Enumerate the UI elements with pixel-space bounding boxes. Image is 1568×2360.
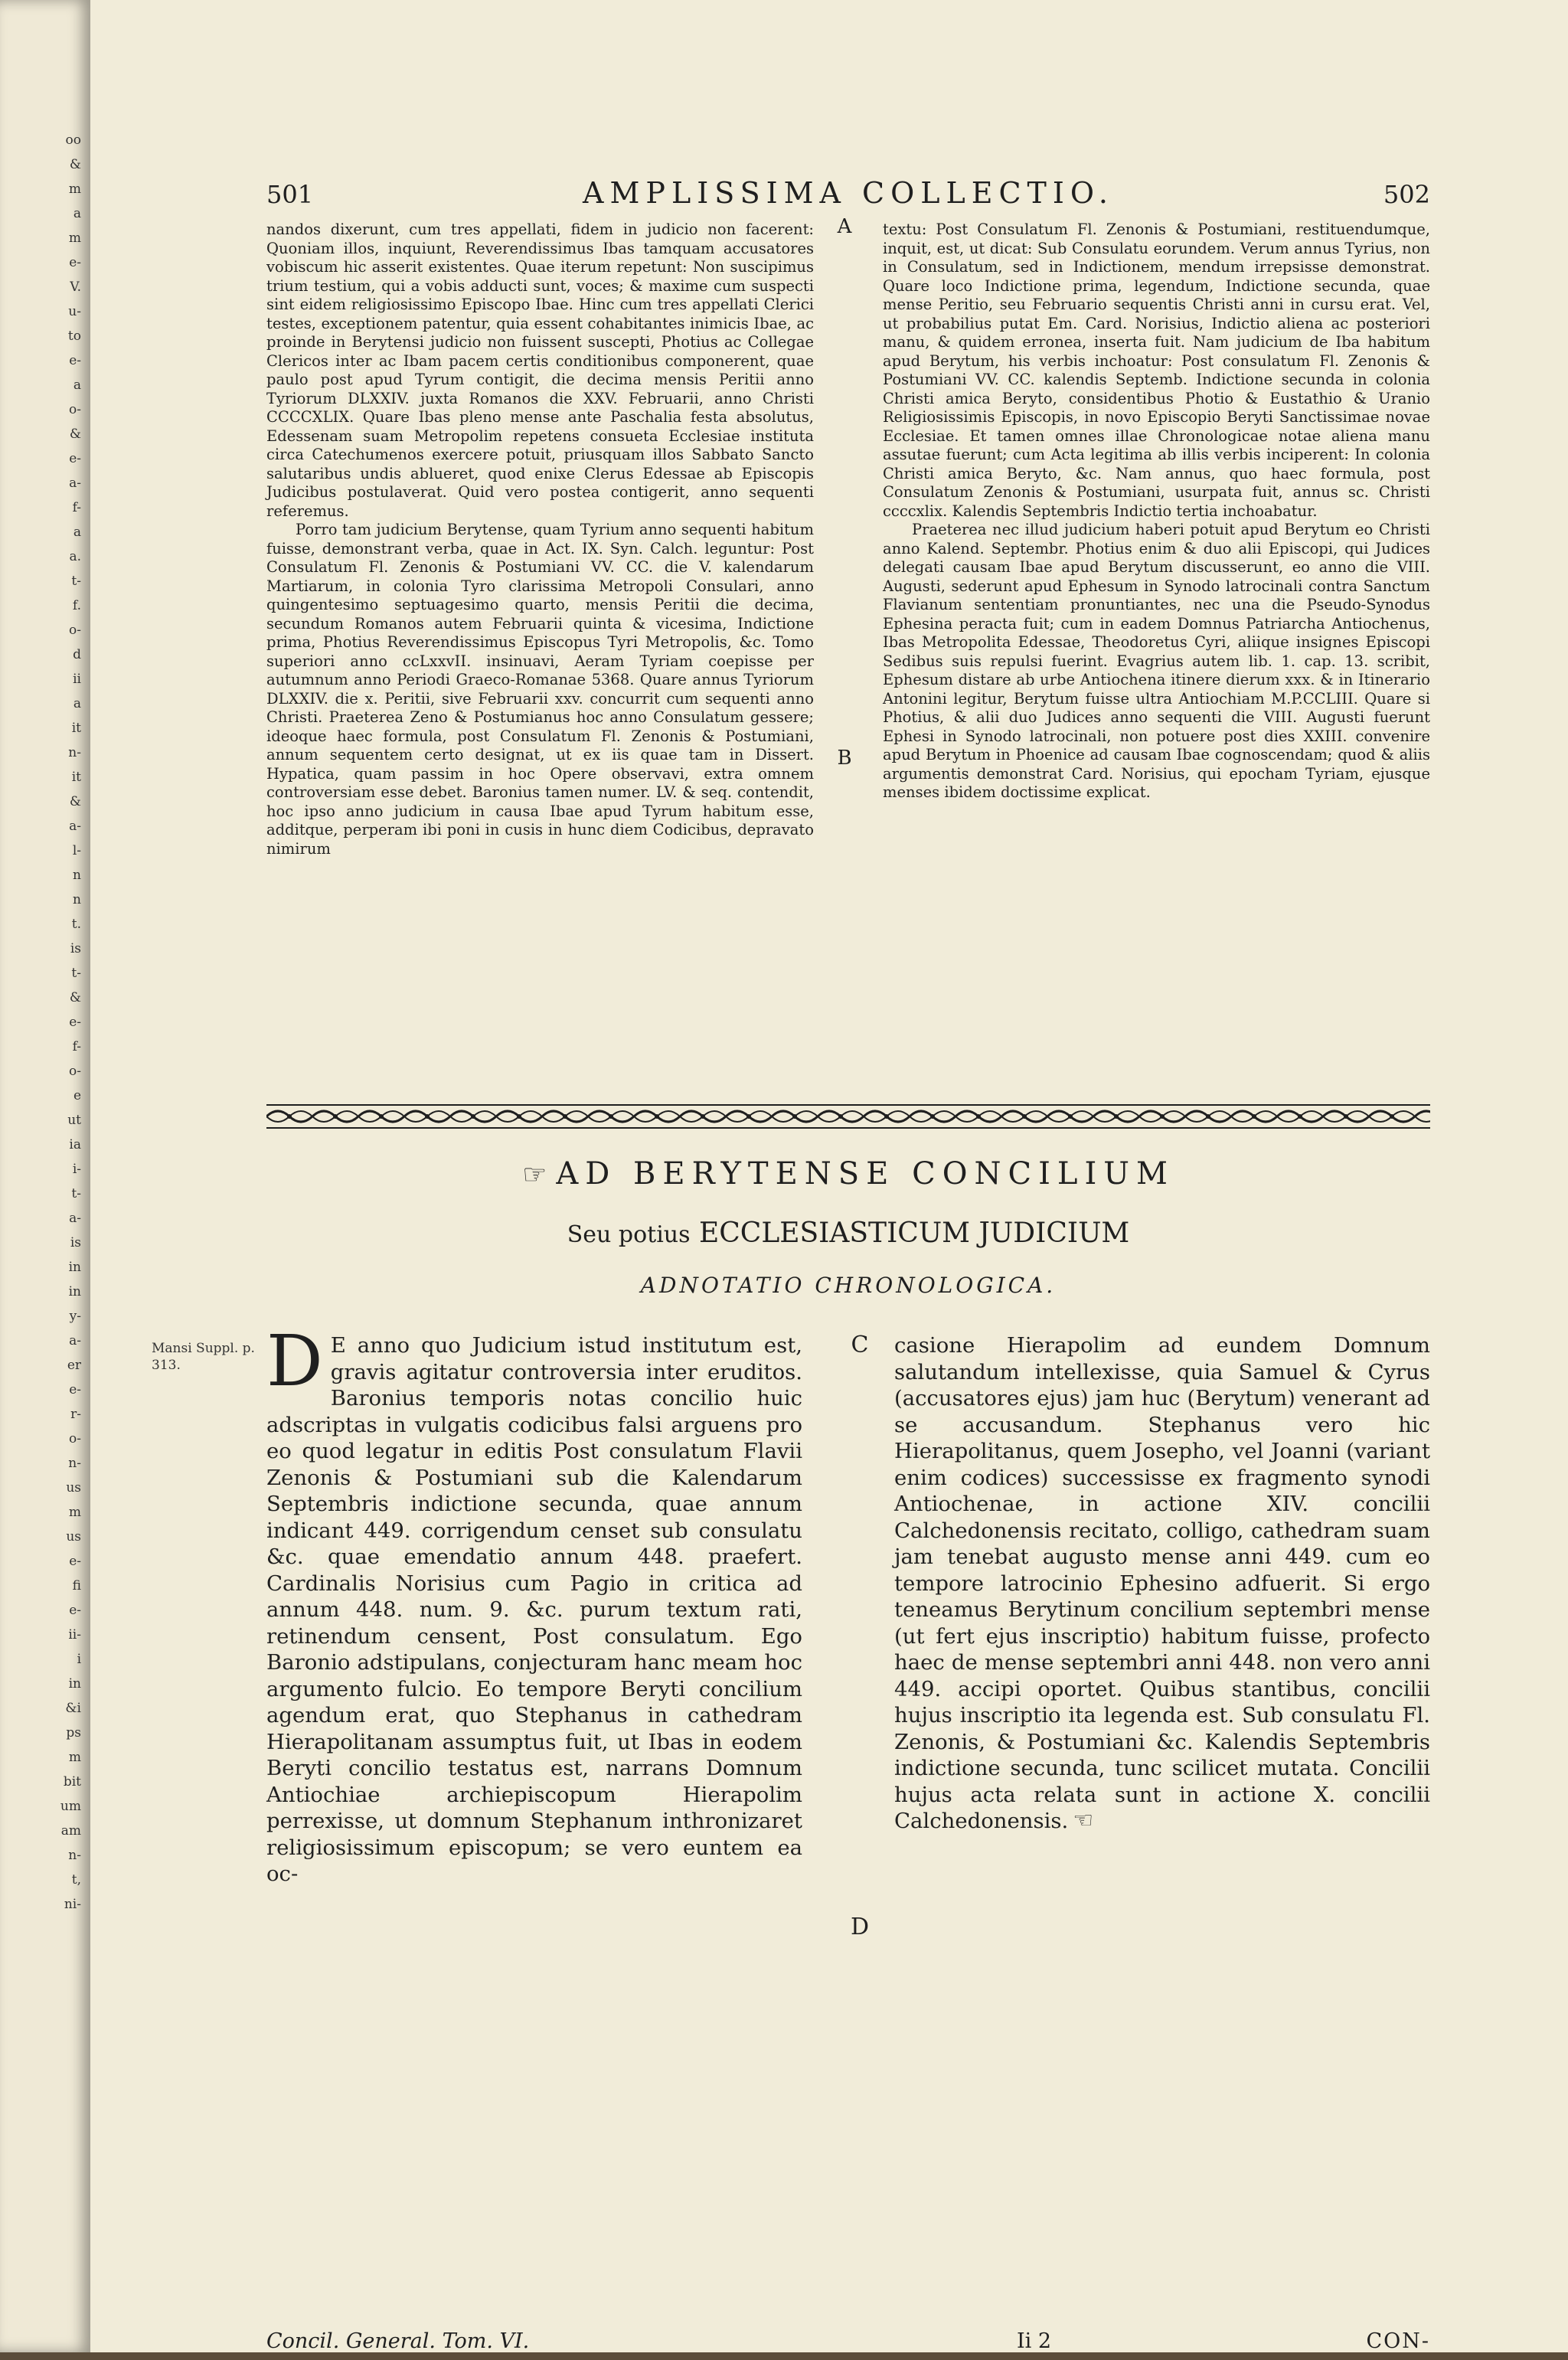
left-page-fragment: in [68, 1260, 81, 1275]
left-page-fragment: o- [69, 623, 81, 638]
left-page-fragment: ii- [68, 1627, 81, 1643]
left-page-fragment: a [73, 525, 81, 540]
book-page [90, 0, 1568, 2352]
footer-signature: Concil. General. Tom. VI. [266, 2329, 530, 2353]
lower-right-text: casione Hierapolim ad eundem Domnum salutandum intellexisse, quia Samuel & Cyrus (accusatores ejus) jam huc (Berytum) venerant ad se accusandum. Stephanus vero hic Hierapolitanus, quem Josepho, vel Joanni (variant enim codices) successisse ex fragmento synodi Antiochenae, in actione XIV. concilii Calchedonensis recitato, colligo, cathedram suam jam tenebat augusto mense anni 449. cum eo tempore latrocinio Ephesino adfuerit. Si ergo teneamus Berytinum concilium septembri mense (ut fert ejus inscriptio) habitum fuisse, profecto haec de mense septembri anni 448. non vero anni 449. accipi oportet. Quibus stantibus, concilii hujus inscriptio ita legenda est. Sub consulatu Fl. Zenonis, & Postumiani &c. Kalendis Septembris indictione secunda, tunc scilicet mutata. Concilii hujus acta relata sunt in actione X. concilii Calchedonensis. [894, 1333, 1430, 1833]
lower-left-column [266, 1320, 802, 1888]
column-marker-a: A [837, 215, 852, 238]
left-page-fragment: r- [70, 1407, 81, 1422]
pointing-hand-icon: ☞ [522, 1159, 547, 1191]
left-page-fragment: &i [65, 1701, 81, 1716]
left-page-fragment: m [68, 230, 81, 246]
column-marker-b: B [837, 747, 852, 770]
left-page-fragment: ps [66, 1725, 81, 1741]
upper-right-column [883, 221, 1430, 802]
paragraph: nandos dixerunt, cum tres appellati, fidem in judicio non facerent: Quoniam illos, inquiunt, Reverendissimus Ibas tamquam accusatores vobiscum hic asserit existentes. Quae iterum repetunt: Non suscipimus trium testium, qui a vobis adducti sunt, voces; & maxime cum suspecti sint eidem religiosissimo Episcopo Ibae. Hinc cum tres appellati Clerici testes, exceptionem patentur, quia essent cohabitantes inimicis Ibae, ac proinde in Berytensi judicio non fuissent suscepti, Photius ac Collegae Clericos inter ac Ibam pacem certis conditionibus componerent, quae paulo post apud Tyrum contigit, die decima mensis Peritii anno Tyriorum DLXXIV. juxta Romanos die XXV. Februarii, anno Christi CCCCXLIX. Quare Ibas pleno mense ante Paschalia festa absolutus, Edessenam suam Metropolim repetens consueta Ecclesiae instituta circa Catechumenos exercere potuit, priusquam illos Sabbato Sancto salutaribus undis ablueret, quod enixe Clerus Edessae ab Episcopis Judicibus postulaverat. Quid vero postea contigerit, anno sequenti referemus. [266, 221, 814, 520]
left-page-fragment: y- [69, 1309, 81, 1324]
left-page-fragment: a- [69, 1211, 81, 1226]
section-heading-text: AD BERYTENSE CONCILIUM [556, 1156, 1174, 1191]
left-page-fragment: a- [69, 476, 81, 491]
left-page-fragment: a. [69, 549, 81, 564]
left-page-fragment: t, [71, 1872, 81, 1888]
left-page-fragment: & [69, 157, 81, 172]
left-page-fragment: ii [73, 672, 81, 687]
left-page-fragment: a [73, 206, 81, 221]
previous-page-edge [0, 0, 90, 2352]
left-page-fragment: is [70, 941, 81, 956]
left-page-fragment: m [68, 1505, 81, 1520]
section-note-title: ADNOTATIO CHRONOLOGICA. [640, 1273, 1057, 1298]
left-page-fragment: in [68, 1676, 81, 1692]
left-page-fragment: oo [65, 132, 81, 148]
left-page-fragment: n- [68, 745, 81, 760]
section-heading [266, 1156, 1430, 1191]
left-page-fragment: n [73, 892, 81, 907]
left-page-fragment: d [73, 647, 81, 662]
left-page-fragment: e- [69, 353, 81, 368]
paragraph: textu: Post Consulatum Fl. Zenonis & Postumiani, restituendumque, inquit, est, ut dicat: Sub Consulatu eorundem. Verum annus Tyrius, non in Consulatum, sed in Indictionem, mendum irrepsisse demonstrat. Quare loco Indictione prima, legendum, Indictione secunda, quae mense Peritio, seu Februario sequentis Christi anni in cursu erat. Vel, ut probabilius putat Em. Card. Norisius, Indictio aliena ac posteriori manu, & quidem erronea, inserta fuit. Nam judicium de Iba habitum apud Berytum, his verbis inchoatur: Post consulatum Fl. Zenonis & Postumiani VV. CC. kalendis Septemb. Indictione secunda in colonia Christi amica Beryto, considentibus Photio & Eustathio & Uranio Religiosissimis Episcopis, in novo Episcopio Beryti Sanctissimae novae Ecclesiae. Et tamen omnes illae Chronologicae notae aliena manu assutae fuerunt; cum Acta legitima ab illis verbis inciperent: In colonia Christi amica Beryto, &c. Nam annus, quo haec formula, post Consulatum Zenonis & Postumiani, usurpata fuit, annus sc. Christi ccccxlix. Kalendis Septembris Indictio tertia inchoabatur. [883, 221, 1430, 520]
lower-two-column-text [266, 1320, 1430, 1940]
left-page-fragment: t- [71, 1186, 81, 1201]
left-page-fragment: a [73, 378, 81, 393]
left-page-fragment: m [68, 1750, 81, 1765]
left-page-fragment: ut [67, 1113, 81, 1128]
subheading-main: ECCLESIASTICUM JUDICIUM [698, 1218, 1130, 1249]
left-page-fragment: o- [69, 1431, 81, 1446]
left-page-fragment: f- [72, 1039, 81, 1054]
lower-left-text: E anno quo Judicium istud institutum est, gravis agitatur controversia inter eruditos. Baronius temporis notas concilio huic adscriptas in vulgatis codicibus falsi arguens pro eo quod legatur in editis Post consulatum Flavii Zenonis & Postumiani sub die Kalendarum Septembris indictione secunda, quae annum indicant 449. corrigendum censet sub consulatu &c. quae emendatio annum 448. praefert. Cardinalis Norisius cum Pagio in critica ad annum 448. num. 9. &c. purum textum rati, retinendum censent, Post consulatum. Ego Baronio adstipulans, conjecturam hanc meam hoc argumento fulcio. Eo tempore Beryti concilium agendum erat, quo Stephanus in cathedram Hierapolitanam assumptus fuit, ut Ibas in eodem Beryti concilio testatus est, narrans Domnum Antiochiae archiepiscopum Hierapolim perrexisse, ut domnum Stephanum inthronizaret religiosissimum episcopum; se vero euntem ea oc- [266, 1333, 802, 1886]
left-page-fragment: o- [69, 1064, 81, 1079]
end-hand-icon: ☜ [1073, 1807, 1094, 1834]
left-page-fragment: & [69, 427, 81, 442]
margin-note: Mansi Suppl. p. 313. [152, 1341, 255, 1373]
page-footer [266, 2329, 1430, 2360]
left-page-fragment: V. [70, 279, 81, 295]
column-marker-d: D [850, 1914, 870, 1940]
left-page-fragment: a [73, 696, 81, 711]
left-page-fragment: f- [72, 500, 81, 515]
running-title: AMPLISSIMA COLLECTIO. [583, 176, 1114, 210]
left-page-fragment: er [67, 1358, 81, 1373]
left-page-fragment: u- [68, 304, 81, 319]
left-page-fragment: n [73, 868, 81, 883]
left-page-fragment: fi [72, 1578, 81, 1593]
left-page-fragment: t- [71, 966, 81, 981]
left-page-fragment: e- [69, 1015, 81, 1030]
footer-gathering-mark: Ii 2 [1017, 2329, 1052, 2353]
left-page-fragment: e [73, 1088, 81, 1103]
left-page-fragment: e- [69, 1554, 81, 1569]
left-page-fragment: to [67, 329, 81, 344]
left-page-fragment: e- [69, 1382, 81, 1397]
upper-left-column [266, 221, 814, 858]
left-page-fragment: us [66, 1480, 81, 1495]
left-page-fragment: ia [69, 1137, 81, 1152]
left-page-fragment: it [71, 770, 81, 785]
left-page-fragment: um [60, 1799, 81, 1814]
page-number-left: 501 [266, 180, 314, 209]
left-page-fragment: f. [72, 598, 81, 613]
left-page-fragment: us [66, 1529, 81, 1544]
subheading-prefix: Seu potius [567, 1221, 691, 1248]
left-page-fragment: it [71, 721, 81, 736]
left-page-fragment: & [69, 794, 81, 809]
left-page-fragment: t. [71, 917, 81, 932]
decorative-rule [266, 1103, 1430, 1130]
left-page-fragment: e- [69, 1603, 81, 1618]
paragraph: Praeterea nec illud judicium haberi potuit apud Berytum eo Christi anno Kalend. Septembr. Photius enim & duo alii Episcopi, qui Judices delegati causam Ibae apud Berytum discusserunt, eo anno die VIII. Augusti, sederunt apud Ephesum in Synodo latrocinali contra Sanctum Flavianum sententiam pronuntiantes, nec una die Pseudo-Synodus Ephesina peracta fuit; cum in eadem Domnus Patriarcha Antiochenus, Ibas Metropolita Edessae, Theodoretus Cyri, aliique insignes Episcopi Sedibus suis repulsi fuerint. Evagrius autem lib. 1. cap. 13. scribit, Ephesum distare ab urbe Antiochena itinere dierum xxx. & in Itinerario Antonini legitur, Berytum fuisse ultra Antiochiam M.P.CCLIII. Quare si Photius, & alii duo Judices anno sequenti die VIII. Augusti fuerunt Ephesi in Synodo latrocinali, non potuere post dies XXIII. convenire apud Berytum in Phoenice ad causam Ibae cognoscendam; quod & aliis argumentis demonstrat Card. Norisius, qui epocham Tyriam, ejusque menses ibidem doctissime explicat. [883, 521, 1430, 801]
page-number-right: 502 [1383, 180, 1430, 209]
left-page-fragment: e- [69, 255, 81, 270]
upper-two-column-text [266, 215, 1430, 1105]
left-page-fragment: is [70, 1235, 81, 1250]
left-page-fragment: t- [71, 574, 81, 589]
left-page-fragment: o- [69, 402, 81, 417]
left-page-fragment: e- [69, 451, 81, 466]
left-page-fragment: l- [72, 843, 81, 858]
column-marker-c: C [851, 1332, 869, 1358]
left-page-fragment: n- [68, 1848, 81, 1863]
page-content [152, 176, 1430, 2353]
paragraph: Porro tam judicium Berytense, quam Tyrium anno sequenti habitum fuisse, demonstrant verba, quae in Act. IX. Syn. Calch. leguntur: Post Consulatum Fl. Zenonis & Postumiani VV. CC. die V. kalendarum Martiarum, in colonia Tyro clarissima Metropoli Consulari, anno quingentesimo septuagesimo quarto, mensis Peritii die decima, secundum Romanos autem Februarii quinta & vicesima, Indictione prima, Photius Reverendissimus Episcopus Tyri Metropolis, &c. Tomo superiori anno ccLxxvII. insinuavi, Aeram Tyriam coepisse per autumnum anno Periodi Graeco-Romanae 5368. Quare annus Tyriorum DLXXIV. die x. Peritii, sive Februarii xxv. concurrit cum sequenti anno Christi. Praeterea Zeno & Postumianus hoc anno Consulatum gessere; ideoque haec formula, post Consulatum Fl. Zenonis & Postumiani, annum sequentem certo designat, ut ex iis quae tam in Dissert. Hypatica, quam passim in hoc Opere observavi, extra omnem controversiam esse debet. Baronius tamen numer. LV. & seq. contendit, hoc ipso anno judicium in causa Ibae apud Tyrum habitum esse, additque, perperam ibi poni in cusis in hunc diem Codicibus, depravato nimirum [266, 521, 814, 858]
left-page-fragment: m [68, 181, 81, 197]
left-page-fragment: i- [72, 1162, 81, 1177]
left-page-fragment: ni- [64, 1897, 81, 1912]
section-subheading [266, 1218, 1430, 1249]
lower-right-column [894, 1332, 1430, 1835]
footer-catchword: CON- [1366, 2329, 1430, 2353]
running-head [266, 176, 1430, 210]
left-page-fragment: n- [68, 1456, 81, 1471]
left-page-fragment: in [68, 1284, 81, 1299]
left-page-fragment: & [69, 990, 81, 1005]
left-page-fragment: i [77, 1652, 81, 1667]
drop-cap: D [266, 1320, 323, 1402]
left-page-fragment: bit [63, 1774, 81, 1790]
left-page-fragment: am [60, 1823, 81, 1839]
left-page-fragment: a- [69, 1333, 81, 1348]
left-page-fragment: a- [69, 819, 81, 834]
